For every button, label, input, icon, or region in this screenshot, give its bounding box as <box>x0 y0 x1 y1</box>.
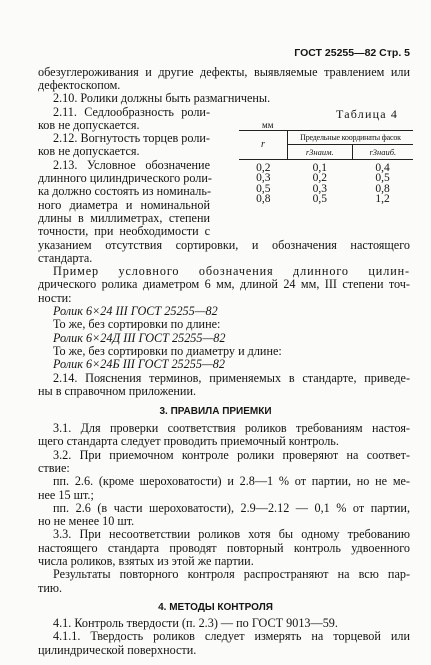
table-caption: Таблица 4 <box>336 107 399 122</box>
text-line: Результаты повторного контроля распространяют на всю пар- <box>53 567 410 582</box>
table-row <box>239 194 413 205</box>
text-line: ствие: <box>38 460 70 475</box>
table-cell: 0,5 <box>312 193 327 206</box>
chamfer-table <box>239 130 413 205</box>
col-max-header: r3наиб. <box>352 144 413 159</box>
text-line: стандарта. <box>38 250 93 265</box>
table-cell: 1,2 <box>375 193 390 206</box>
designation-example: Ролик 6×24Б III ГОСТ 25255—82 <box>53 357 225 372</box>
table-cell: 0,1 <box>312 161 327 174</box>
section-4-title: 4. МЕТОДЫ КОНТРОЛЯ <box>158 602 273 614</box>
text-line: но не менее 10 шт. <box>38 514 135 529</box>
clause-2-14: 2.14. Пояснения терминов, применяемых в стандарте, приведе- <box>53 370 410 385</box>
text-line: ка должно состоять из номиналь- <box>38 184 212 199</box>
text-line: нее 15 шт.; <box>38 487 94 502</box>
table-cell: 0,2 <box>256 161 271 174</box>
clause-3-3: 3.3. При несоответствии роликов хотя бы одному требованию <box>53 527 410 542</box>
col-min-header: r3наим. <box>288 144 353 159</box>
table-cell: 0,3 <box>312 182 327 195</box>
table-cell: 0,4 <box>375 161 390 174</box>
table-cell: 0,8 <box>256 193 271 206</box>
text-line: обезуглероживания и другие дефекты, выявляемые травлением или <box>38 64 410 79</box>
group-header: Предельные координаты фасок <box>288 130 414 144</box>
text-line: пп. 2.6. (кроме шероховатости) и 2.8—1 % от партии, но не ме- <box>53 474 410 489</box>
text-line: точности, при необходимости с <box>38 224 210 239</box>
text-line: цилиндрической поверхности. <box>38 642 197 657</box>
clause-2-12: 2.12. Вогнутость торцев роли- <box>53 131 210 146</box>
clause-2-11: 2.11. Седлообразность роли- <box>53 104 210 119</box>
section-3-title: 3. ПРАВИЛА ПРИЕМКИ <box>159 406 272 418</box>
example-heading: Пример условного обозначения длинного цилин- <box>53 264 410 279</box>
text-line: пп. 2.6 (в части шероховатости), 2.9—2.12 — 0,1 % от партии, <box>53 500 410 515</box>
text-line: дефектоскопом. <box>38 77 121 92</box>
page-header: ГОСТ 25255—82 Стр. 5 <box>294 47 410 59</box>
text-line: То же, без сортировки по длине: <box>53 317 221 332</box>
text-line: ности: <box>38 290 72 305</box>
text-line: дрического ролика диаметром 6 мм, длиной 24 мм, III степени точ- <box>38 277 410 292</box>
text-line: ков не допускается. <box>38 144 140 159</box>
text-line: ного диаметра и номинальной <box>38 197 210 212</box>
clause-3-1: 3.1. Для проверки соответствия роликов требованиям настоя- <box>53 421 410 435</box>
clause-4-1-1: 4.1.1. Твердость роликов следует измерять на торцевой или <box>53 629 410 644</box>
text-line: длины в миллиметрах, степени <box>38 210 210 225</box>
text-line: То же, без сортировки по диаметру и длине: <box>53 343 282 358</box>
table-cell: 0,2 <box>312 172 327 185</box>
table-cell: 0,3 <box>256 172 271 185</box>
table-cell: 0,8 <box>375 182 390 195</box>
text-line: длинного цилиндрического роли- <box>38 171 212 185</box>
clause-3-2: 3.2. При приемочном контроле ролики проверяют на соответ- <box>53 447 410 462</box>
clause-2-13: 2.13. Условное обозначение <box>53 157 210 172</box>
text-line: настоящего стандарта проводят повторный контроль удвоенного <box>38 540 410 555</box>
text-line: указанием отсутствия сортировки, и обозначения настоящего <box>38 237 410 252</box>
clause-4-1: 4.1. Контроль твердости (п. 2.3) — по ГОСТ 9013—59. <box>53 616 338 631</box>
table-unit: мм <box>262 119 274 130</box>
text-line: ны в справочном приложении. <box>38 383 197 398</box>
table-cell: 0,5 <box>375 172 390 185</box>
designation-example: Ролик 6×24Д III ГОСТ 25255—82 <box>53 330 226 345</box>
text-line: числа роликов, взятых из этой же партии. <box>38 554 254 568</box>
text-line: ков не допускается. <box>38 117 140 132</box>
col-r-header: r <box>239 130 288 159</box>
text-line: щего стандарта следует проводить приемочный контроль. <box>38 434 339 449</box>
table-row <box>239 159 413 173</box>
designation-example: Ролик 6×24 III ГОСТ 25255—82 <box>53 304 218 318</box>
clause-2-10: 2.10. Ролики должны быть размагничены. <box>53 91 271 106</box>
text-line: тию. <box>38 580 63 595</box>
table-cell: 0,5 <box>256 182 271 195</box>
